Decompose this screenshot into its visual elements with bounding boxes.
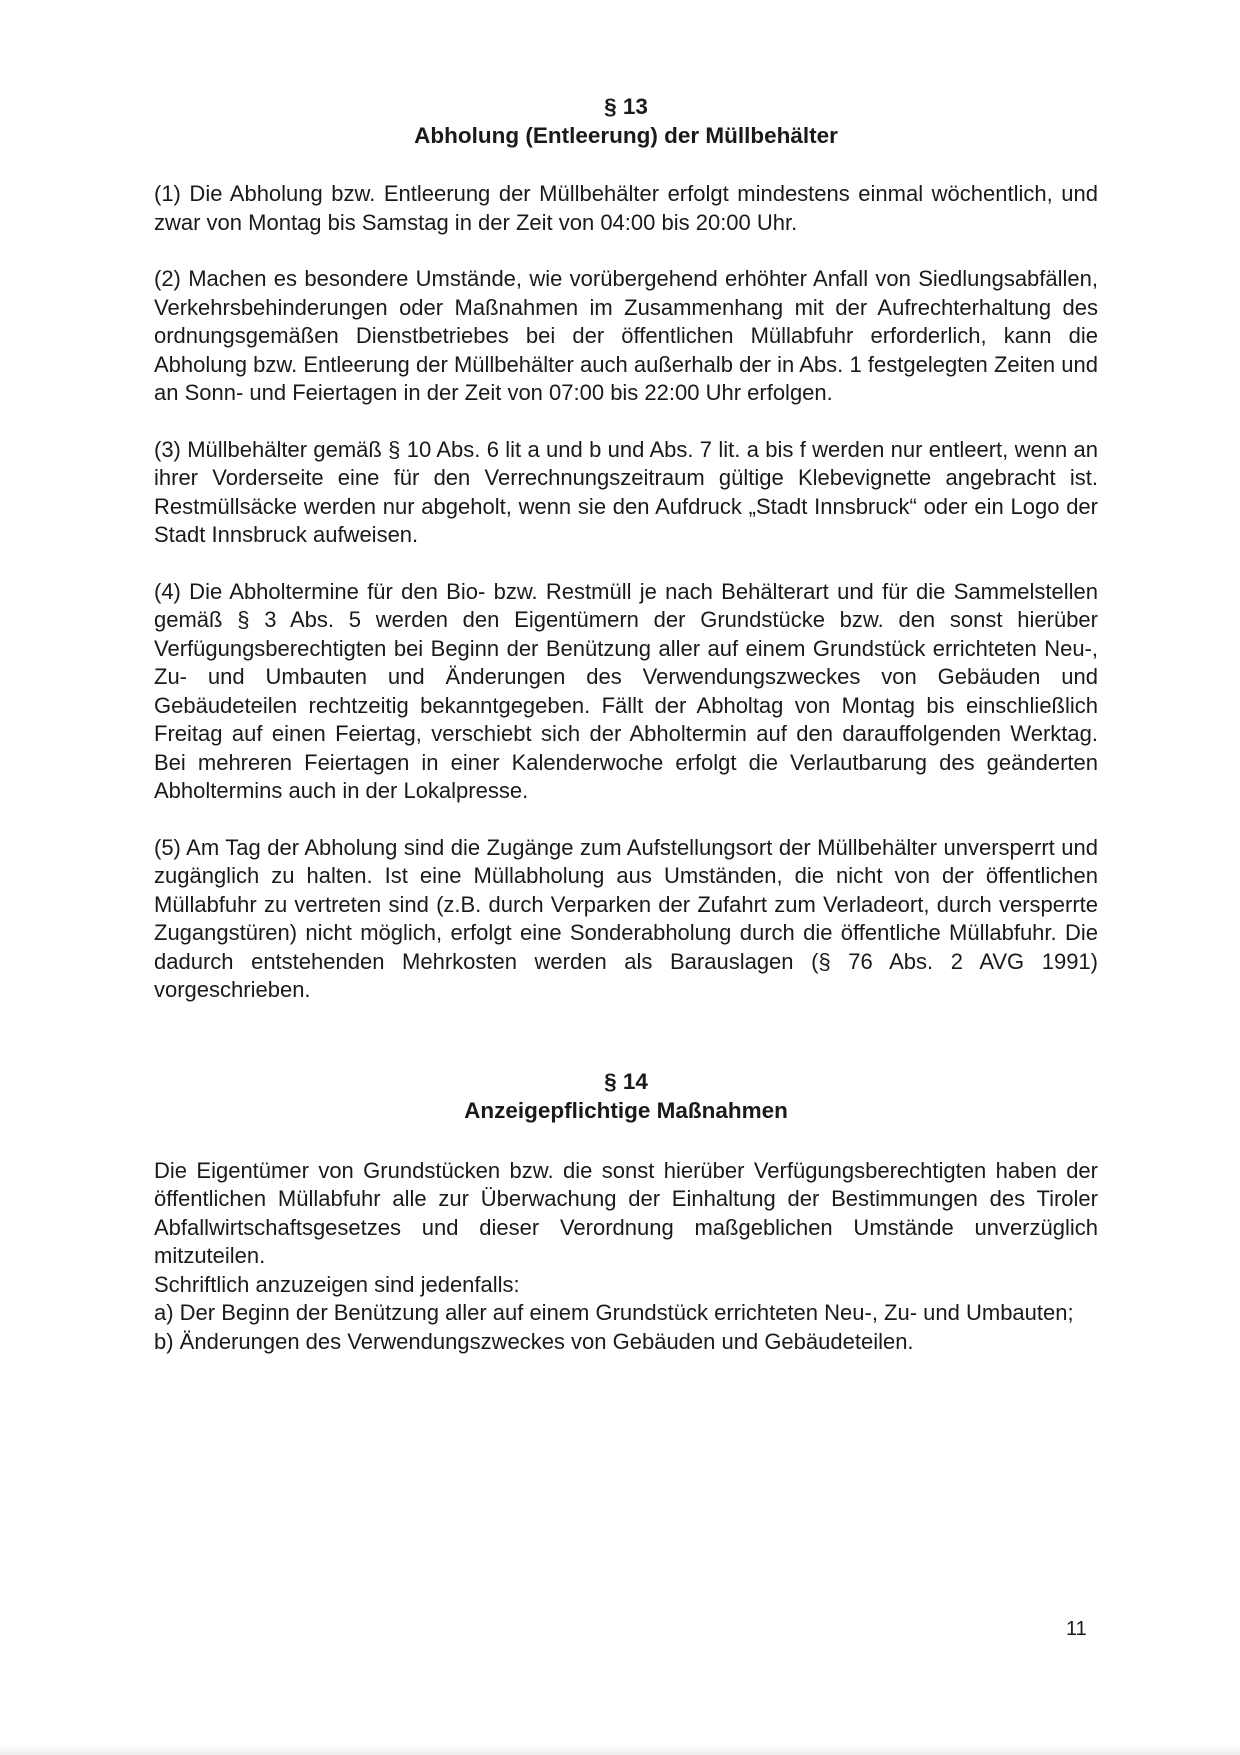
section-14-title: Anzeigepflichtige Maßnahmen [464, 1097, 788, 1123]
section-14-list-intro: Schriftlich anzuzeigen sind jedenfalls: [154, 1271, 520, 1297]
section-14-heading [154, 1067, 1098, 1125]
page-number: 11 [1066, 1618, 1087, 1640]
section-13-paragraph-5: (5) Am Tag der Abholung sind die Zugänge zum Aufstellungsort der Müllbehälter unversperrt und zugänglich zu halten. Ist eine Müllabholung aus Umständen, die nicht von der öffentlichen Müllabfuhr zu vertreten sind (z.B. durch Verparken der Zufahrt zum Verladeort, durch versperrte Zugangstüren) nicht möglich, erfolgt eine Sonderabholung durch die öffentliche Müllabfuhr. Die dadurch entstehenden Mehrkosten werden als Barauslagen (§ 76 Abs. 2 AVG 1991) vorgeschrieben. [154, 834, 1098, 1002]
section-13-paragraph-2: (2) Machen es besondere Umstände, wie vorübergehend erhöhter Anfall von Siedlungsabfällen, Verkehrsbehinderungen oder Maßnahmen im Zusammenhang mit der Aufrechterhaltung des ordnungsgemäßen Dienstbetriebes bei der öffentlichen Müllabfuhr erforderlich, kann die Abholung bzw. Entleerung der Müllbehälter auch außerhalb der in Abs. 1 festgelegten Zeiten und an Sonn- und Feiertagen in der Zeit von 07:00 bis 22:00 Uhr erfolgen. [154, 266, 1098, 405]
page-content [154, 92, 1098, 1356]
section-14-item-b: b) Änderungen des Verwendungszweckes von Gebäuden und Gebäudeteilen. [154, 1328, 914, 1354]
scan-edge-shadow [0, 1745, 1240, 1755]
section-13-paragraph-4: (4) Die Abholtermine für den Bio- bzw. Restmüll je nach Behälterart und für die Sammelstellen gemäß § 3 Abs. 5 werden den Eigentümern der Grundstücke bzw. den sonst hierüber Verfügungsberechtigten bei Beginn der Benützung aller auf einem Grundstück errichteten Neu-, Zu- und Umbauten und Änderungen des Verwendungszweckes von Gebäuden und Gebäudeteilen rechtzeitig bekanntgegeben. Fällt der Abholtag von Montag bis einschließlich Freitag auf einen Feiertag, verschiebt sich der Abholtermin auf den darauffolgenden Werktag. Bei mehreren Feiertagen in einer Kalenderwoche erfolgt die Verlautbarung des geänderten Abholtermins auch in der Lokalpresse. [154, 578, 1098, 803]
section-14-number: § 14 [604, 1068, 648, 1094]
section-13-paragraph-1: (1) Die Abholung bzw. Entleerung der Müllbehälter erfolgt mindestens einmal wöchentlich, und zwar von Montag bis Samstag in der Zeit von 04:00 bis 20:00 Uhr. [154, 181, 1098, 235]
section-14-item-a: a) Der Beginn der Benützung aller auf einem Grundstück errichteten Neu-, Zu- und Umbauten; [154, 1300, 1074, 1325]
section-13-paragraph-3: (3) Müllbehälter gemäß § 10 Abs. 6 lit a und b und Abs. 7 lit. a bis f werden nur entleert, wenn an ihrer Vorderseite eine für den Verrechnungszeitraum gültige Klebevignette angebracht ist. Restmüllsäcke werden nur abgeholt, wenn sie den Aufdruck „Stadt Innsbruck“ oder ein Logo der Stadt Innsbruck aufweisen. [154, 436, 1098, 547]
section-14-intro: Die Eigentümer von Grundstücken bzw. die sonst hierüber Verfügungsberechtigten haben der öffentlichen Müllabfuhr alle zur Überwachung der Einhaltung der Bestimmungen des Tiroler Abfallwirtschaftsgesetzes und dieser Verordnung maßgeblichen Umstände unverzüglich mitzuteilen. [154, 1157, 1098, 1268]
section-13-heading [154, 92, 1098, 150]
section-13-number: § 13 [604, 94, 648, 119]
section-13-title: Abholung (Entleerung) der Müllbehälter [414, 123, 838, 148]
